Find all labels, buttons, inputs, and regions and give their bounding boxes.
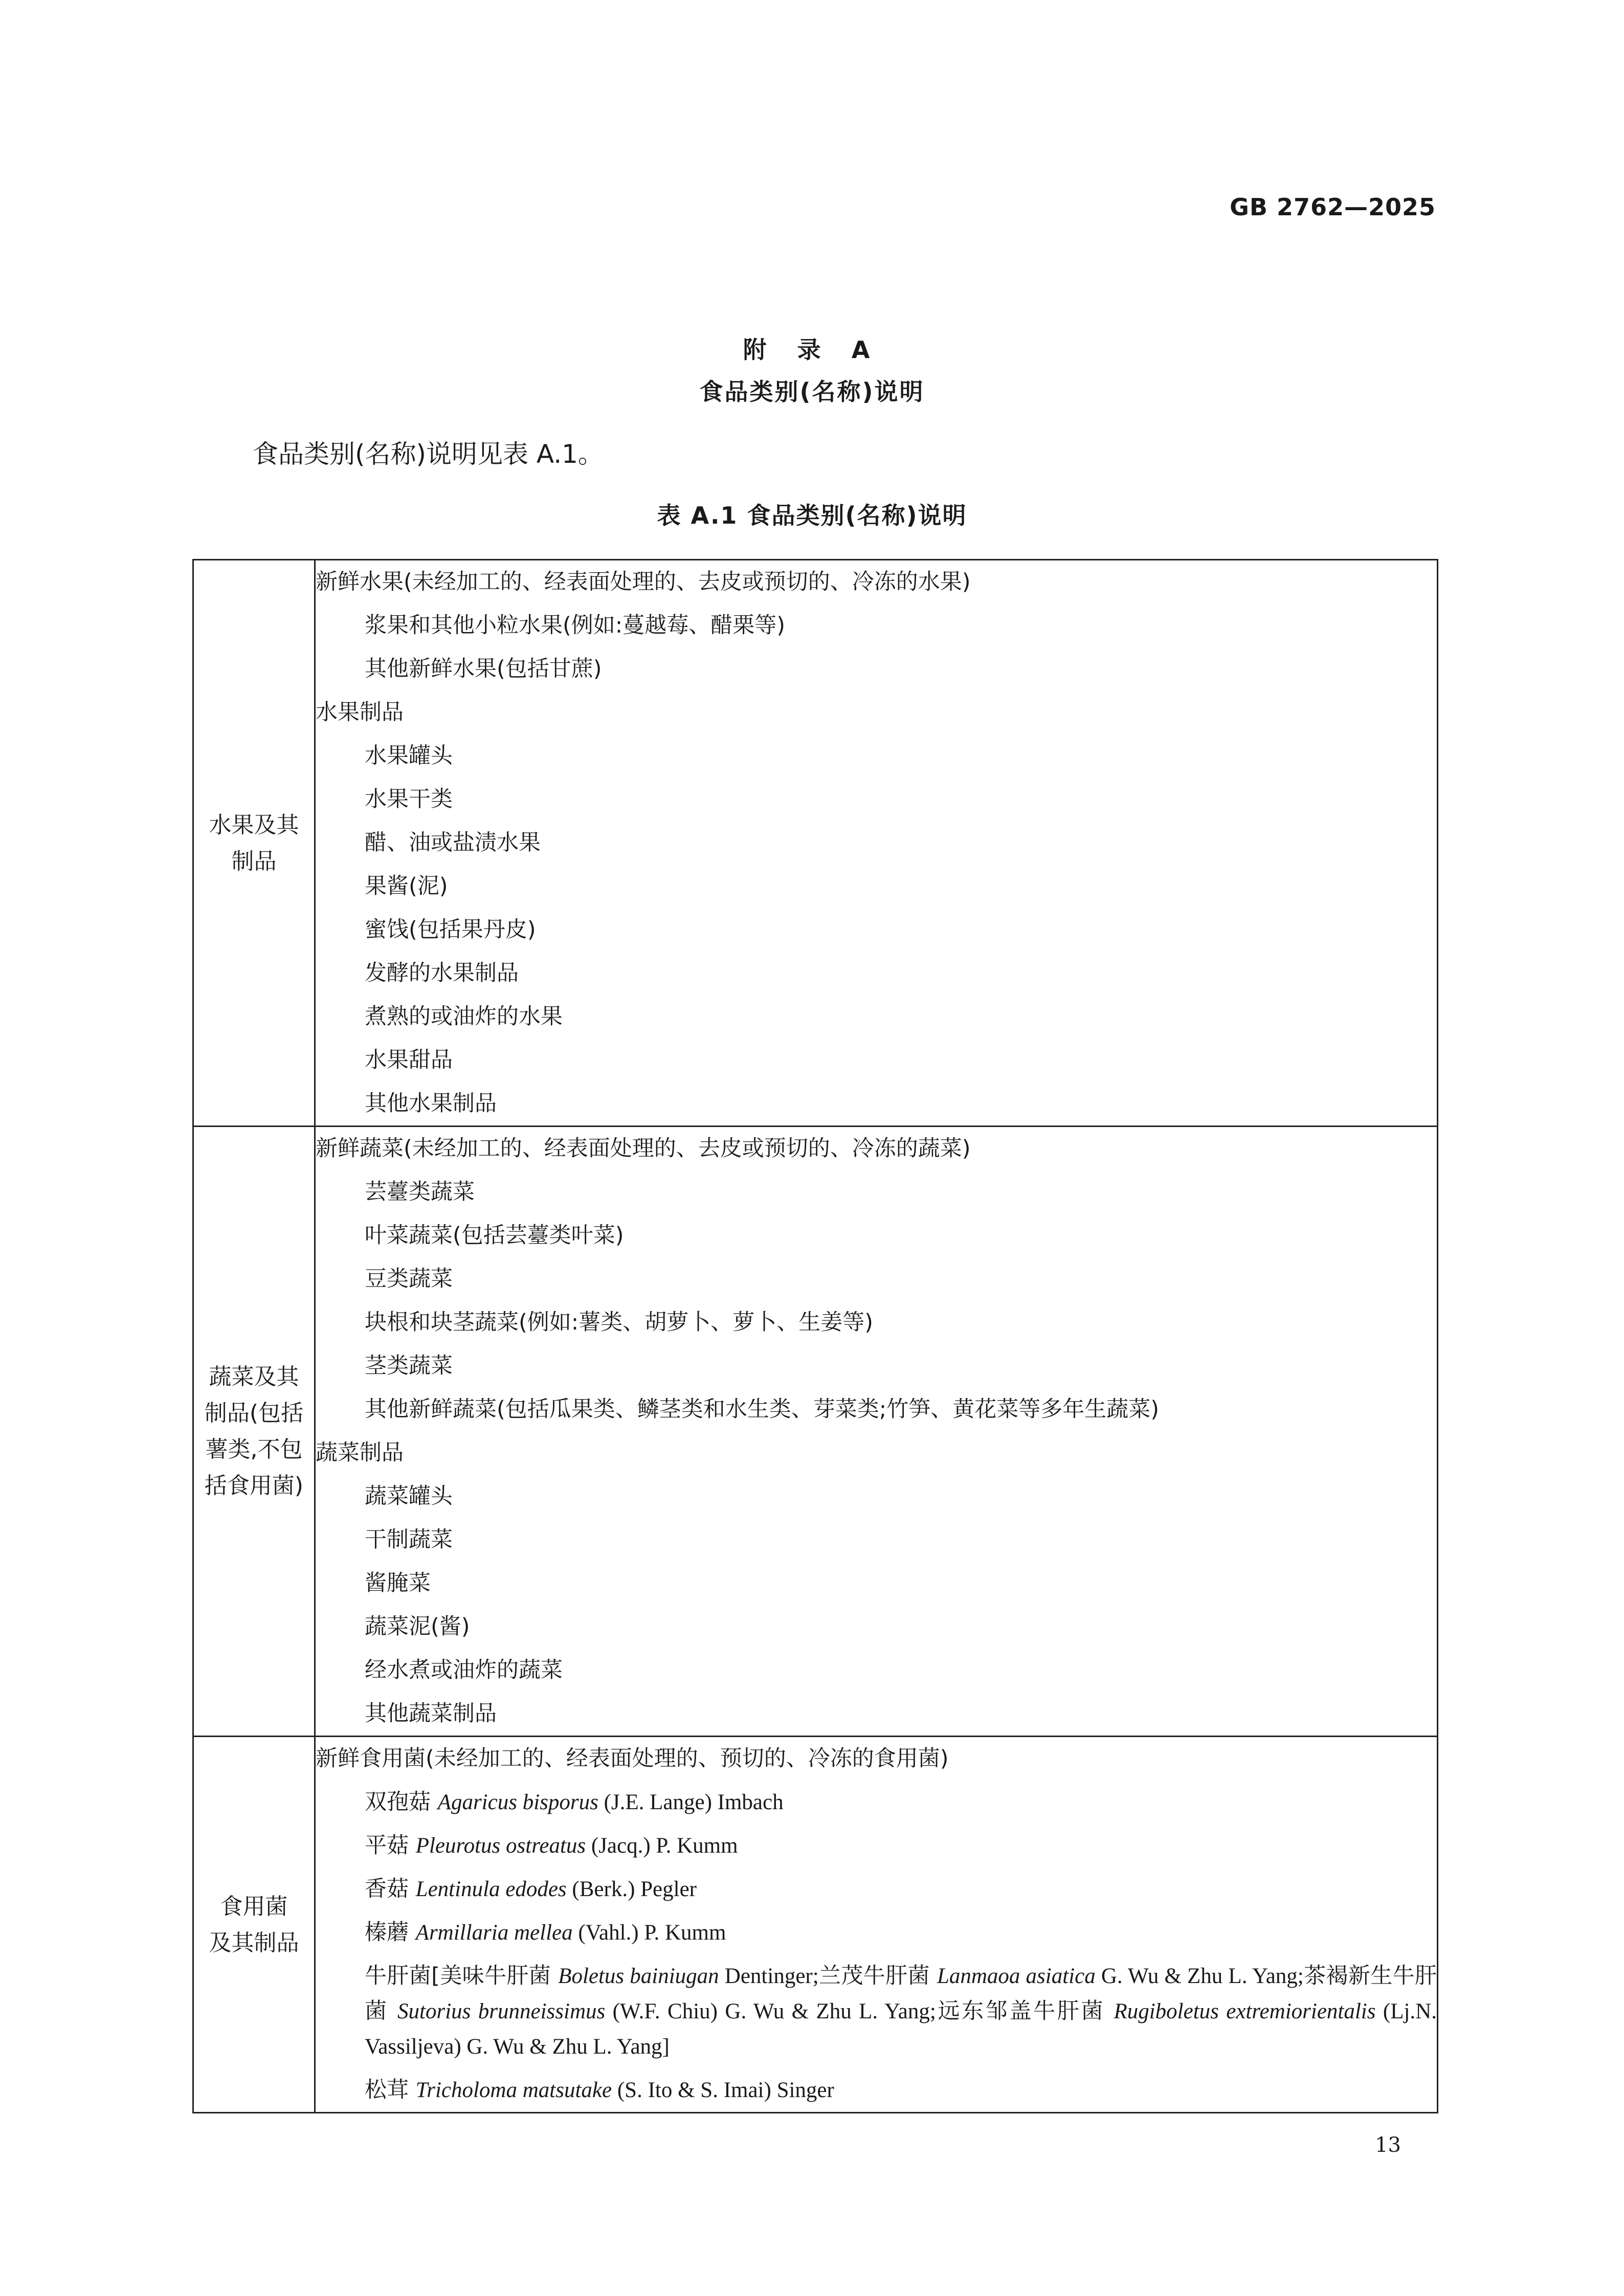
- item-text: 醋、油或盐渍水果: [365, 830, 541, 856]
- latin-name: Boletus bainiugan: [558, 1964, 719, 1988]
- category-label-line: 蔬菜及其: [209, 1364, 299, 1390]
- intro-paragraph: 食品类别(名称)说明见表 A.1。: [253, 439, 604, 469]
- list-item: [316, 734, 1437, 778]
- list-item: [316, 1954, 1437, 2068]
- items-cell: [315, 1127, 1438, 1737]
- latin-name: Armillaria mellea: [415, 1921, 573, 1945]
- item-text: 果酱(泥): [365, 873, 448, 899]
- list-item: [316, 1867, 1437, 1911]
- item-text: 榛蘑: [365, 1920, 416, 1945]
- list-item: [316, 2068, 1437, 2112]
- list-item: [316, 1388, 1437, 1431]
- item-text: 发酵的水果制品: [365, 960, 519, 986]
- item-text: 水果干类: [365, 786, 453, 812]
- latin-name: Lentinula edodes: [415, 1877, 567, 1901]
- category-label-line: 薯类,不包: [205, 1436, 303, 1462]
- annex-title: 附 录 A: [743, 336, 881, 364]
- list-item: [316, 1170, 1437, 1214]
- subcategory-heading: [316, 560, 1437, 604]
- subcategory-heading: [316, 691, 1437, 734]
- item-text: 经水煮或油炸的蔬菜: [365, 1657, 563, 1683]
- list-item: [316, 1692, 1437, 1736]
- list-item: [316, 647, 1437, 691]
- item-text: 平菇: [365, 1833, 416, 1858]
- list-item: [316, 1518, 1437, 1562]
- latin-name: Sutorius brunneissimus: [397, 1999, 606, 2023]
- table-caption: 表 A.1 食品类别(名称)说明: [657, 502, 967, 529]
- list-item: [316, 1344, 1437, 1388]
- category-label-line: 括食用菌): [204, 1473, 304, 1499]
- list-item: [316, 821, 1437, 865]
- list-item: [316, 908, 1437, 952]
- item-text: 新鲜食用菌(未经加工的、经表面处理的、预切的、冷冻的食用菌): [316, 1746, 949, 1771]
- page-number: 13: [1375, 2133, 1401, 2157]
- list-item: [316, 1257, 1437, 1301]
- table-row: [193, 560, 1438, 1127]
- item-text: 松茸: [365, 2077, 416, 2103]
- latin-name: Pleurotus ostreatus: [415, 1834, 586, 1858]
- item-text: 茶褐新生牛肝菌: [365, 1963, 1437, 2024]
- list-item: [316, 865, 1437, 908]
- latin-name: Agaricus bisporus: [437, 1790, 598, 1814]
- list-item: [316, 1475, 1437, 1518]
- category-cell: [193, 560, 315, 1127]
- list-item: [316, 995, 1437, 1039]
- list-item: [316, 952, 1437, 995]
- item-text: 其他水果制品: [365, 1091, 497, 1116]
- list-item: [316, 1911, 1437, 1954]
- item-text: 煮熟的或油炸的水果: [365, 1004, 563, 1029]
- list-item: [316, 1605, 1437, 1649]
- item-text: 蔬菜制品: [316, 1440, 404, 1466]
- category-label-line: 制品(包括: [204, 1400, 304, 1426]
- item-text: 块根和块茎蔬菜(例如:薯类、胡萝卜、萝卜、生姜等): [365, 1310, 874, 1335]
- food-category-table: [192, 559, 1438, 2113]
- category-label-line: 食用菌: [220, 1893, 288, 1920]
- items-cell: [315, 1737, 1438, 2113]
- item-text: 芸薹类蔬菜: [365, 1179, 475, 1205]
- item-text: 其他新鲜蔬菜(包括瓜果类、鳞茎类和水生类、芽菜类;竹笋、黄花菜等多年生蔬菜): [365, 1397, 1160, 1422]
- list-item: [316, 1301, 1437, 1344]
- subcategory-heading: [316, 1127, 1437, 1170]
- category-label-line: 水果及其: [209, 812, 299, 838]
- annex-subtitle: 食品类别(名称)说明: [699, 378, 925, 406]
- item-text: 香菇: [365, 1876, 416, 1902]
- item-text: 蔬菜泥(酱): [365, 1614, 470, 1639]
- list-item: [316, 1824, 1437, 1867]
- item-text: 新鲜水果(未经加工的、经表面处理的、去皮或预切的、冷冻的水果): [316, 569, 971, 595]
- item-text: 浆果和其他小粒水果(例如:蔓越莓、醋栗等): [365, 613, 786, 638]
- latin-name: Rugiboletus extremiorientalis: [1114, 1999, 1376, 2023]
- item-text: 蜜饯(包括果丹皮): [365, 917, 536, 942]
- items-cell: [315, 560, 1438, 1127]
- list-item: [316, 1649, 1437, 1692]
- item-text: 水果罐头: [365, 743, 453, 769]
- item-text: 远东邹盖牛肝菌: [936, 1998, 1114, 2024]
- authority: G. Wu & Zhu L. Yang;: [1095, 1964, 1304, 1988]
- item-text: 牛肝菌[美味牛肝菌: [365, 1963, 559, 1989]
- list-item: [316, 1214, 1437, 1257]
- item-text: 新鲜蔬菜(未经加工的、经表面处理的、去皮或预切的、冷冻的蔬菜): [316, 1136, 971, 1161]
- table-body: [193, 560, 1438, 2113]
- item-text: 豆类蔬菜: [365, 1266, 453, 1292]
- list-item: [316, 1781, 1437, 1824]
- item-text: 水果甜品: [365, 1047, 453, 1073]
- list-item: [316, 778, 1437, 821]
- category-cell: [193, 1737, 315, 2113]
- list-item: [316, 604, 1437, 647]
- authority: (Jacq.) P. Kumm: [586, 1834, 738, 1858]
- authority: (Vahl.) P. Kumm: [572, 1921, 726, 1945]
- list-item: [316, 1562, 1437, 1605]
- item-text: 水果制品: [316, 700, 404, 725]
- authority: (J.E. Lange) Imbach: [598, 1790, 784, 1814]
- item-text: 双孢菇: [365, 1789, 438, 1815]
- authority: (W.F. Chiu) G. Wu & Zhu L. Yang;: [605, 1999, 936, 2023]
- list-item: [316, 1082, 1437, 1126]
- table-row: [193, 1737, 1438, 2113]
- subcategory-heading: [316, 1737, 1437, 1781]
- item-text: 茎类蔬菜: [365, 1353, 453, 1379]
- latin-name: Tricholoma matsutake: [415, 2078, 612, 2102]
- item-text: 蔬菜罐头: [365, 1483, 453, 1509]
- authority: (Lj.N. Vassiljeva) G. Wu & Zhu L. Yang]: [365, 1999, 1437, 2059]
- item-text: 干制蔬菜: [365, 1527, 453, 1552]
- item-text: 叶菜蔬菜(包括芸薹类叶菜): [365, 1223, 624, 1248]
- item-text: 其他新鲜水果(包括甘蔗): [365, 656, 602, 682]
- authority: (S. Ito & S. Imai) Singer: [612, 2078, 834, 2102]
- category-cell: [193, 1127, 315, 1737]
- item-text: 其他蔬菜制品: [365, 1701, 497, 1726]
- item-text: 酱腌菜: [365, 1570, 431, 1596]
- standard-code: GB 2762—2025: [1230, 193, 1436, 221]
- authority: (Berk.) Pegler: [566, 1877, 697, 1901]
- category-label-line: 制品: [231, 848, 277, 874]
- subcategory-heading: [316, 1431, 1437, 1475]
- table-row: [193, 1127, 1438, 1737]
- category-label-line: 及其制品: [209, 1929, 299, 1956]
- list-item: [316, 1039, 1437, 1082]
- latin-name: Lanmaoa asiatica: [937, 1964, 1096, 1988]
- authority: Dentinger;: [719, 1964, 819, 1988]
- item-text: 兰茂牛肝菌: [818, 1963, 937, 1989]
